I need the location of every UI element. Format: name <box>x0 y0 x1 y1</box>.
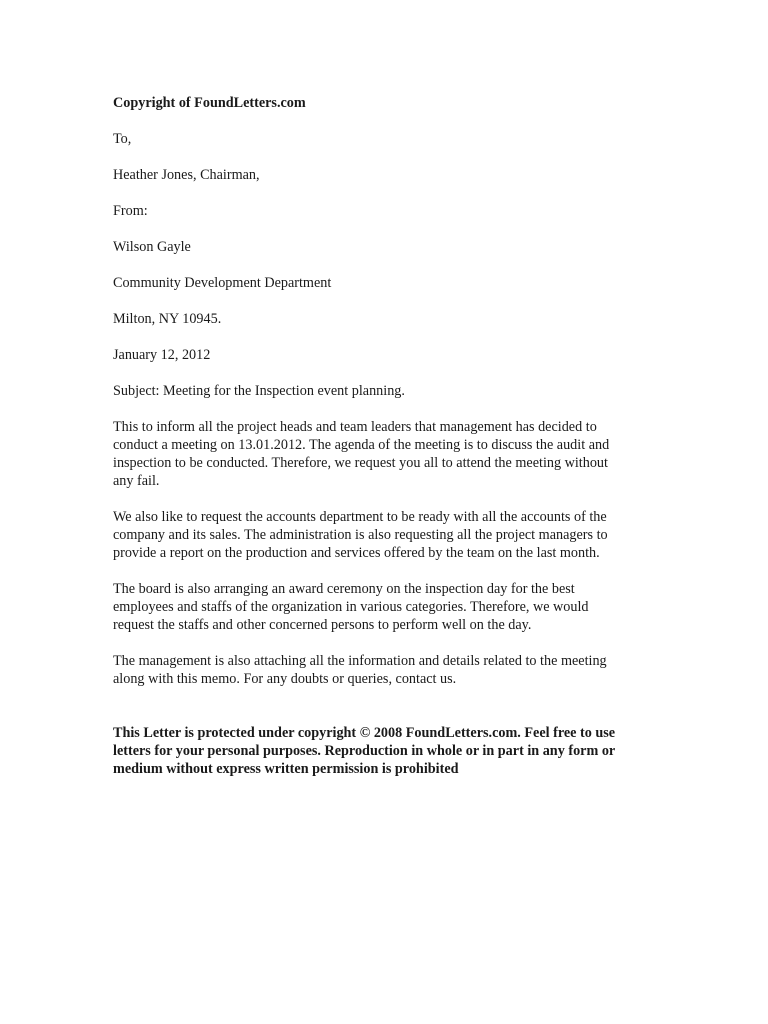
paragraph-line: any fail. <box>113 473 160 489</box>
paragraph-line: along with this memo. For any doubts or queries, contact us. <box>113 671 457 687</box>
body-paragraph-3 <box>113 580 653 634</box>
subject-line: Subject: Meeting for the Inspection event planning. <box>113 383 405 399</box>
paragraph-line: request the staffs and other concerned persons to perform well on the day. <box>113 617 532 633</box>
notice-line: This Letter is protected under copyright © 2008 FoundLetters.com. Feel free to use <box>113 725 616 741</box>
notice-line: medium without express written permission is prohibited <box>113 761 459 777</box>
paragraph-line: The board is also arranging an award ceremony on the inspection day for the best <box>113 581 575 597</box>
letter-date: January 12, 2012 <box>113 347 211 363</box>
sender-address: Milton, NY 10945. <box>113 311 222 327</box>
paragraph-line: We also like to request the accounts department to be ready with all the accounts of the <box>113 509 607 525</box>
letter-body <box>113 94 653 778</box>
sender-department: Community Development Department <box>113 275 332 291</box>
paragraph-line: company and its sales. The administration is also requesting all the project managers to <box>113 527 608 543</box>
copyright-notice <box>113 724 653 778</box>
from-label: From: <box>113 203 148 219</box>
body-paragraph-4 <box>113 652 653 688</box>
paragraph-line: conduct a meeting on 13.01.2012. The agenda of the meeting is to discuss the audit and <box>113 437 610 453</box>
body-paragraph-2 <box>113 508 653 562</box>
paragraph-line: inspection to be conducted. Therefore, we request you all to attend the meeting without <box>113 455 608 471</box>
paragraph-line: The management is also attaching all the information and details related to the meeting <box>113 653 607 669</box>
body-paragraph-1 <box>113 418 653 490</box>
salutation: To, <box>113 131 132 147</box>
sender-name: Wilson Gayle <box>113 239 191 255</box>
copyright-heading: Copyright of FoundLetters.com <box>113 95 306 111</box>
paragraph-line: This to inform all the project heads and team leaders that management has decided to <box>113 419 597 435</box>
paragraph-line: employees and staffs of the organization in various categories. Therefore, we would <box>113 599 589 615</box>
paragraph-line: provide a report on the production and services offered by the team on the last month. <box>113 545 600 561</box>
notice-line: letters for your personal purposes. Reproduction in whole or in part in any form or <box>113 743 616 759</box>
recipient-line: Heather Jones, Chairman, <box>113 167 260 183</box>
